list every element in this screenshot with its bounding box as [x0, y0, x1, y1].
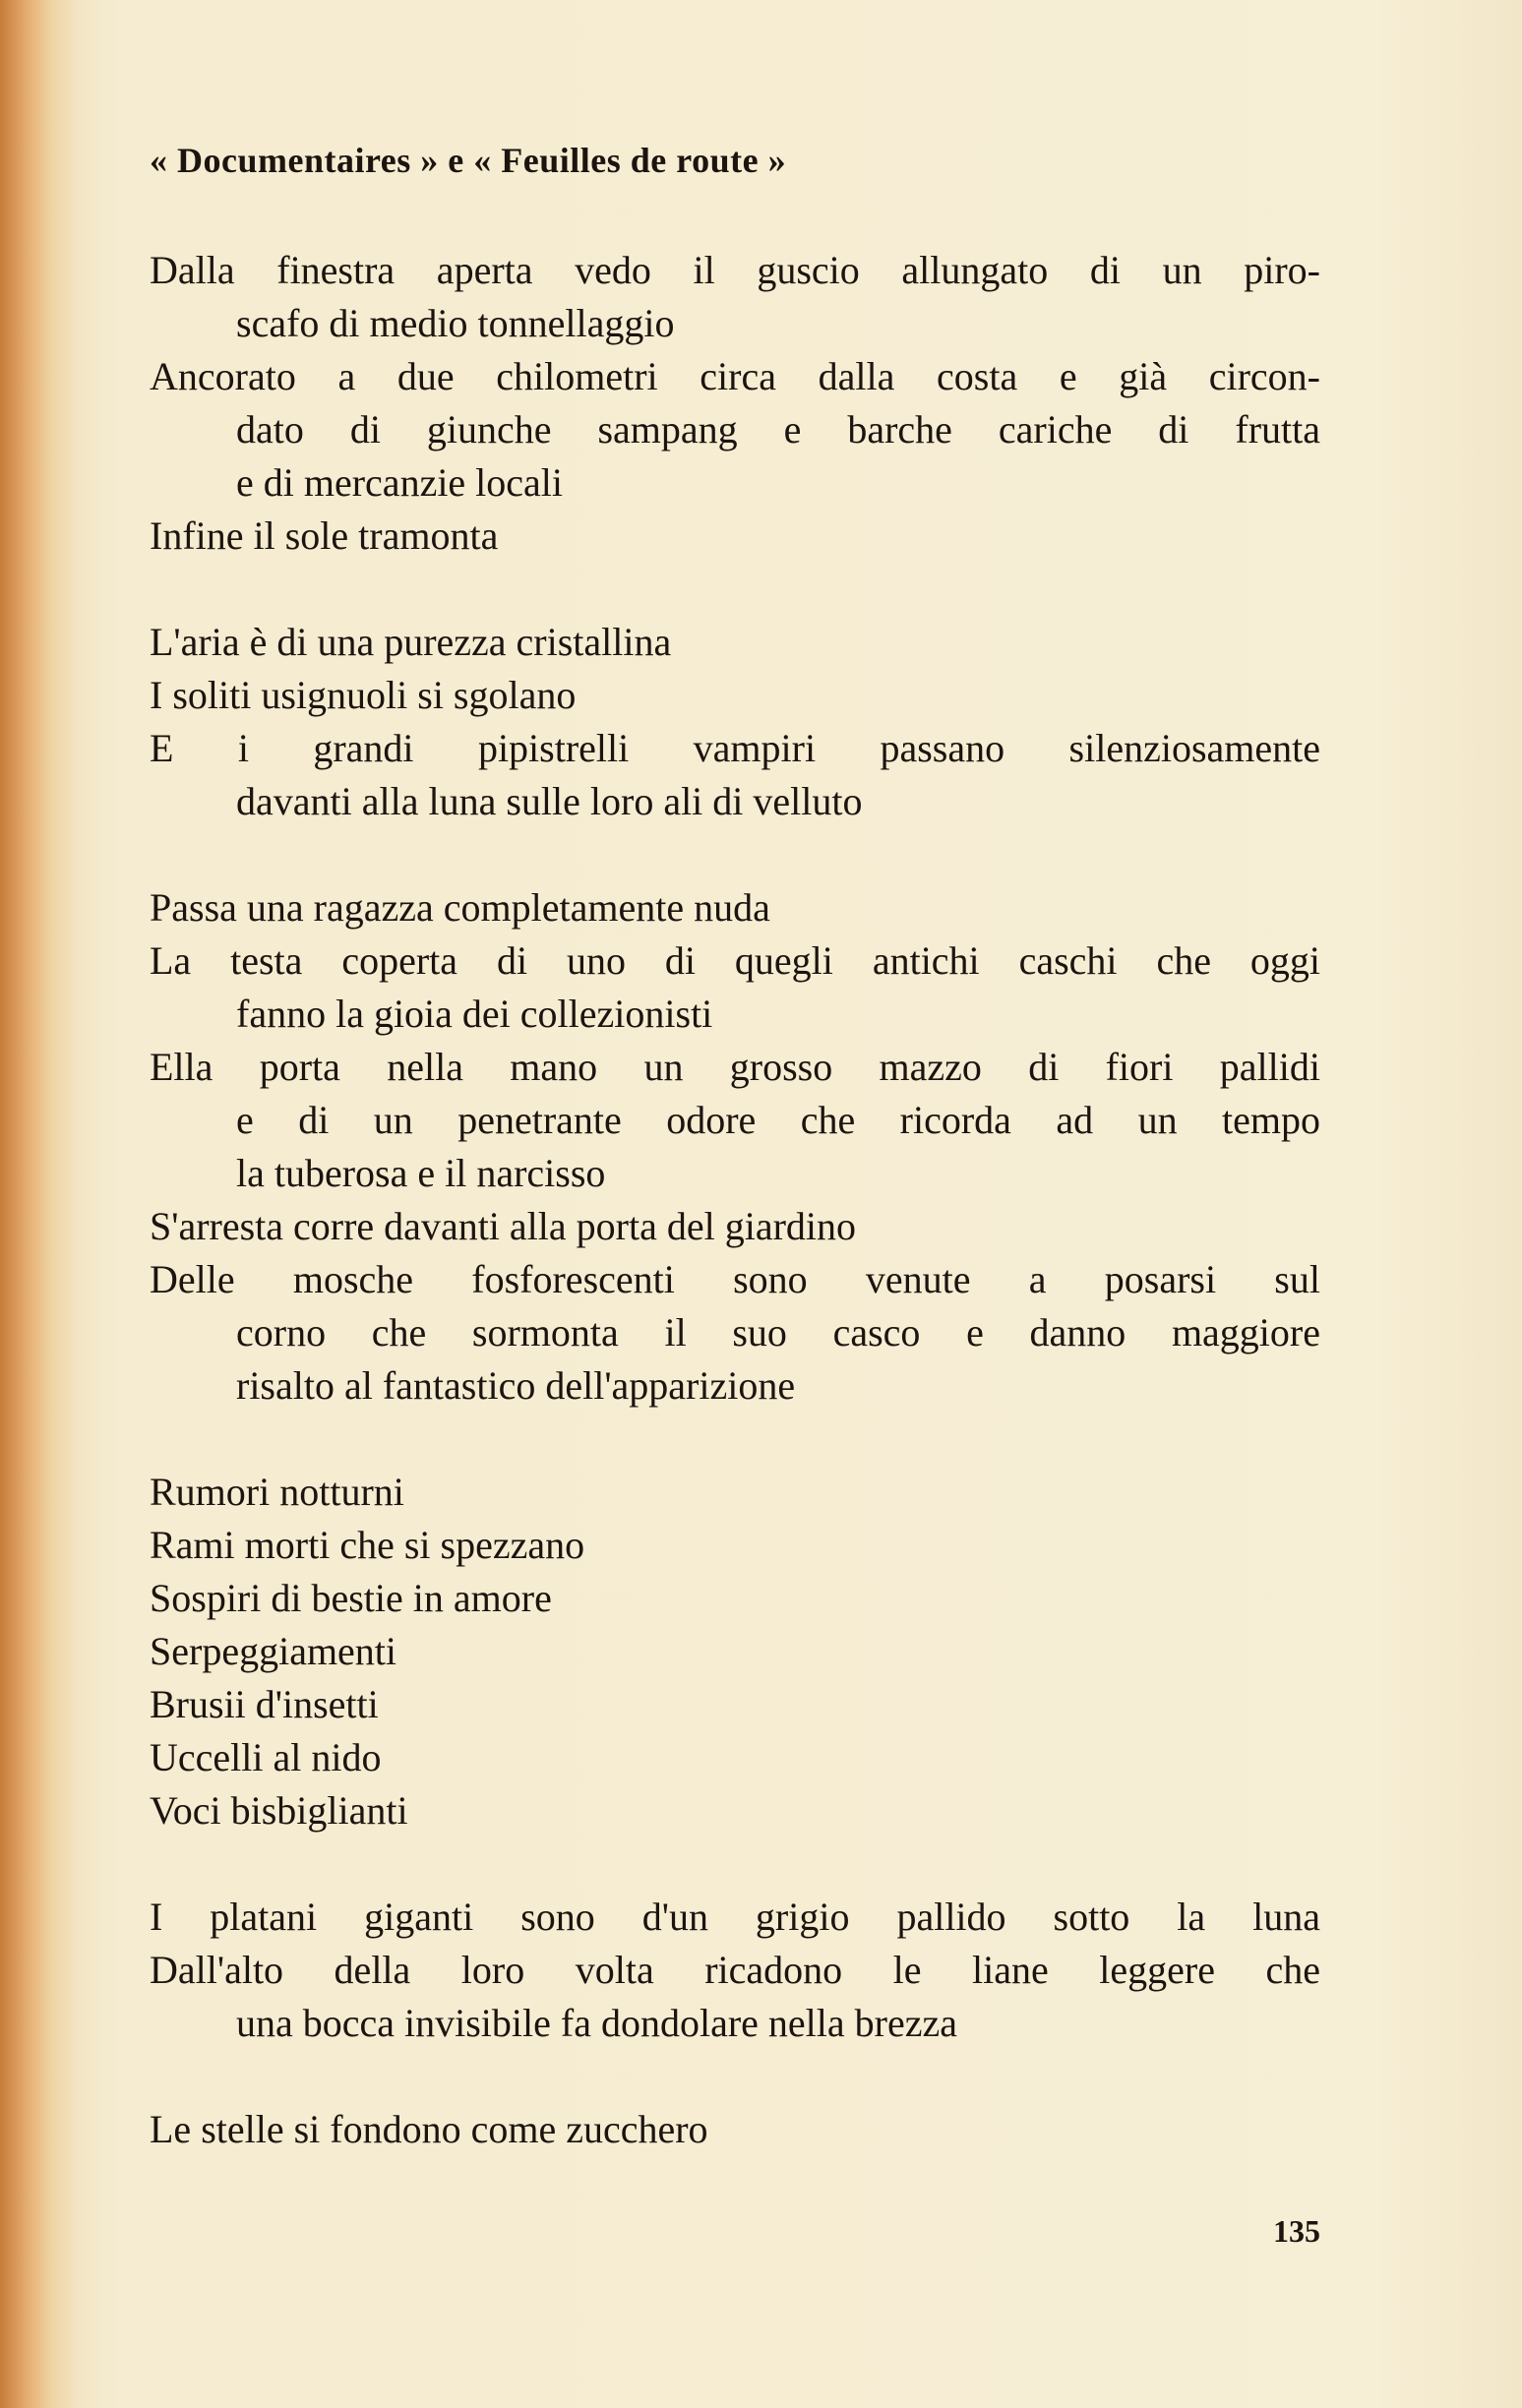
poem-line: Brusii d'insetti	[150, 1682, 379, 1726]
poem-line: E i grandi pipistrelli vampiri passano silenziosamente	[150, 726, 1320, 770]
poem-line: corno che sormonta il suo casco e danno maggiore	[236, 1310, 1320, 1354]
poem-line: Infine il sole tramonta	[150, 513, 499, 558]
poem-line: risalto al fantastico dell'apparizione	[236, 1363, 796, 1408]
poem-line: la tuberosa e il narcisso	[236, 1151, 606, 1195]
poem-line: Le stelle si fondono come zucchero	[150, 2107, 708, 2151]
poem-line: Delle mosche fosforescenti sono venute a posarsi sul	[150, 1257, 1320, 1301]
poem-line: e di mercanzie locali	[236, 460, 564, 505]
page-number: 135	[1273, 2213, 1320, 2249]
stanza	[150, 244, 1320, 563]
running-head: « Documentaires » e « Feuilles de route »	[150, 141, 787, 180]
stanza	[150, 1891, 1320, 2050]
poem-line: I platani giganti sono d'un grigio pallido sotto la luna	[150, 1895, 1320, 1939]
poem-line: fanno la gioia dei collezionisti	[236, 992, 713, 1036]
poem-line: Serpeggiamenti	[150, 1629, 397, 1673]
poem-line: Dalla finestra aperta vedo il guscio allungato di un piro-	[150, 248, 1320, 292]
poem-line: dato di giunche sampang e barche cariche di frutta	[236, 407, 1320, 452]
poem-line: S'arresta corre davanti alla porta del giardino	[150, 1204, 857, 1248]
poem-line: davanti alla luna sulle loro ali di velluto	[236, 779, 863, 823]
poem-line: Ancorato a due chilometri circa dalla costa e già circon-	[150, 354, 1320, 398]
poem-line: L'aria è di una purezza cristallina	[150, 620, 672, 664]
poem-line: La testa coperta di uno di quegli antichi caschi che oggi	[150, 938, 1320, 983]
poem-line: scafo di medio tonnellaggio	[236, 301, 675, 345]
stanza	[150, 881, 1320, 1413]
poem-line: Uccelli al nido	[150, 1735, 382, 1779]
poem-line: I soliti usignuoli si sgolano	[150, 673, 577, 717]
poem-line: e di un penetrante odore che ricorda ad un tempo	[236, 1098, 1320, 1142]
stanza	[150, 2103, 1320, 2156]
poem-line: Rami morti che si spezzano	[150, 1523, 585, 1567]
stanza	[150, 616, 1320, 828]
poem-line: Ella porta nella mano un grosso mazzo di fiori pallidi	[150, 1045, 1320, 1089]
stanza	[150, 1466, 1320, 1837]
poem-line: una bocca invisibile fa dondolare nella brezza	[236, 2001, 957, 2045]
poem-line: Voci bisbiglianti	[150, 1788, 408, 1833]
poem-line: Passa una ragazza completamente nuda	[150, 885, 770, 930]
poem-body	[150, 244, 1320, 2209]
poem-line: Dall'alto della loro volta ricadono le liane leggere che	[150, 1948, 1320, 1992]
poem-line: Rumori notturni	[150, 1470, 404, 1514]
poem-line: Sospiri di bestie in amore	[150, 1576, 552, 1620]
